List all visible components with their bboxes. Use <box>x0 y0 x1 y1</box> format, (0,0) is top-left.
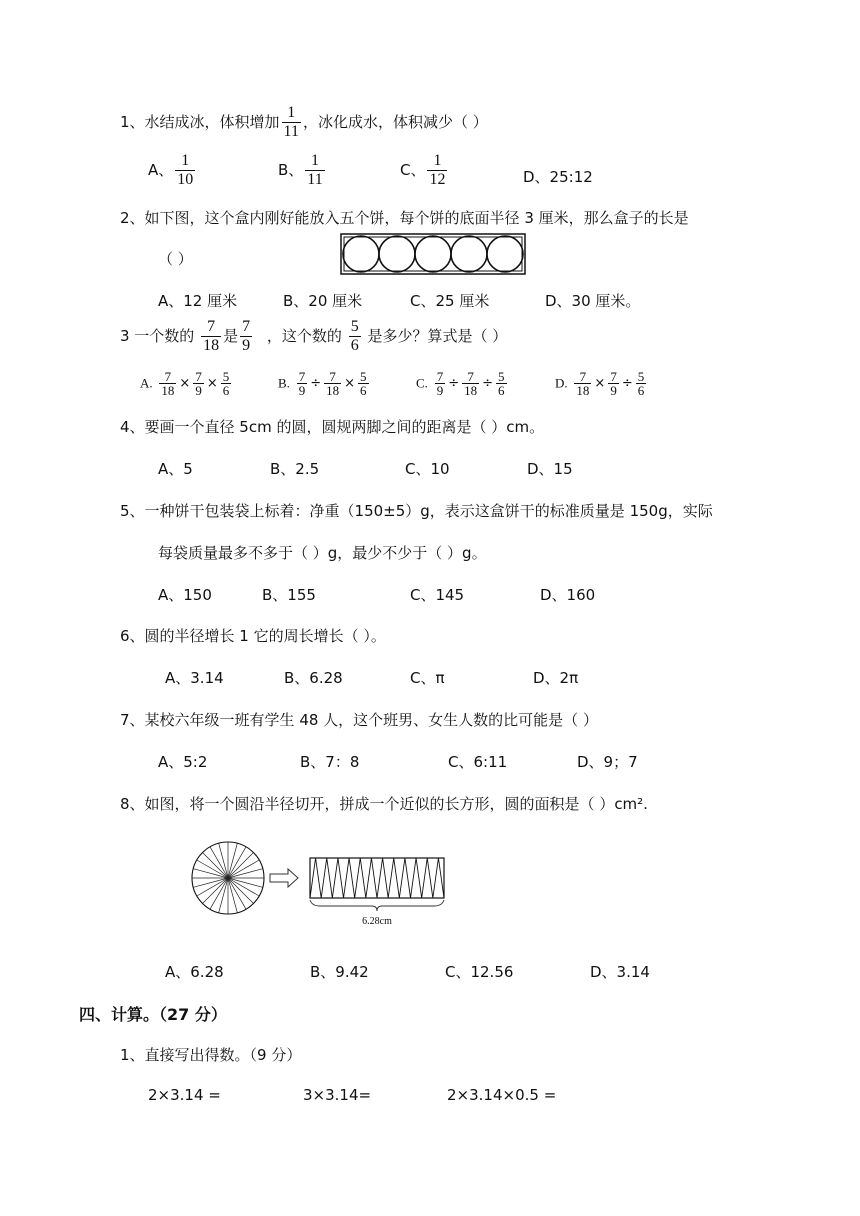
q1-prefix: 1、水结成冰，体积增加 <box>120 113 280 131</box>
radius-slice <box>228 843 237 878</box>
radius-slice <box>228 878 237 913</box>
q8-option-d[interactable]: D、3.14 <box>590 963 650 981</box>
zigzag-slices <box>310 858 444 898</box>
q7-option-b[interactable]: B、7：8 <box>300 753 360 771</box>
cake-circle <box>379 236 415 272</box>
q5-line1: 5、一种饼干包装袋上标着：净重（150±5）g，表示这盒饼干的标准质量是 150g，实际 <box>120 502 713 520</box>
q2-option-a[interactable]: A、12 厘米 <box>158 292 238 310</box>
q5-line2: 每袋质量最多不多于（ ）g，最少不少于（ ）g。 <box>158 544 487 562</box>
q7-option-c[interactable]: C、6:11 <box>448 753 508 771</box>
q3-option-d[interactable]: D. $\frac{7}{18}$ × $\frac{7}{9}$ ÷ $\frac{5}{6}$ <box>555 369 645 398</box>
calc-expr-2: 3×3.14= <box>303 1086 372 1104</box>
calc-expr-1: 2×3.14 = <box>148 1086 221 1104</box>
q6-option-c[interactable]: C、π <box>410 669 445 687</box>
cake-circle <box>487 236 523 272</box>
q4-option-b[interactable]: B、2.5 <box>270 460 320 478</box>
q7-text: 7、某校六年级一班有学生 48 人，这个班男、女生人数的比可能是（ ） <box>120 711 598 729</box>
brace <box>310 900 444 911</box>
question-3: 3 一个数的 $\frac{7}{18}$ 是 $\frac{7}{9}$ ，这个数的 $\frac{5}{6}$ 是多少？算式是（ ） <box>120 318 508 354</box>
q2-text: 2、如下图，这个盒内刚好能放入五个饼，每个饼的底面半径 3 厘米，那么盒子的长是 <box>120 209 689 227</box>
calc-expr-3: 2×3.14×0.5 = <box>447 1086 557 1104</box>
q6-text: 6、圆的半径增长 1 它的周长增长（ ）。 <box>120 627 386 645</box>
sliced-circle <box>192 842 264 914</box>
q3-option-a[interactable]: A. $\frac{7}{18}$ × $\frac{7}{9}$ × $\frac{5}{6}$ <box>140 369 230 398</box>
q6-option-a[interactable]: A、3.14 <box>165 669 224 687</box>
radius-slice <box>219 878 228 913</box>
q7-option-a[interactable]: A、5:2 <box>158 753 208 771</box>
radius-slice <box>193 869 228 878</box>
q4-option-d[interactable]: D、15 <box>527 460 573 478</box>
q2-blank: （ ） <box>158 250 193 268</box>
right-arrow-icon <box>270 869 298 887</box>
rect-length-label: 6.28cm <box>362 916 392 927</box>
approx-rectangle <box>310 858 444 898</box>
q2-option-d[interactable]: D、30 厘米。 <box>545 292 641 310</box>
section-4-title: 四、计算。（27 分） <box>79 1005 227 1024</box>
q1-option-a[interactable]: A、 $\frac{1}{10}$ <box>148 152 194 188</box>
question-1 <box>120 104 488 141</box>
q7-option-d[interactable]: D、9；7 <box>577 753 638 771</box>
q2-option-c[interactable]: C、25 厘米 <box>410 292 490 310</box>
q2-option-b[interactable]: B、20 厘米 <box>283 292 363 310</box>
q6-option-b[interactable]: B、6.28 <box>284 669 343 687</box>
q5-option-c[interactable]: C、145 <box>410 586 465 604</box>
q2-box-figure <box>340 233 526 275</box>
q8-option-a[interactable]: A、6.28 <box>165 963 224 981</box>
q4-text: 4、要画一个直径 5cm 的圆，圆规两脚之间的距离是（ ）cm。 <box>120 418 545 436</box>
q4-option-c[interactable]: C、10 <box>405 460 450 478</box>
q5-option-a[interactable]: A、150 <box>158 586 212 604</box>
q1-option-d[interactable]: D、25:12 <box>523 168 593 186</box>
q8-option-c[interactable]: C、12.56 <box>445 963 514 981</box>
q1-option-c[interactable]: C、 $\frac{1}{12}$ <box>400 152 446 188</box>
q4-option-a[interactable]: A、5 <box>158 460 193 478</box>
q1-fraction: $\frac{1}{11}$ <box>283 104 299 140</box>
q3-option-b[interactable]: B. $\frac{7}{9}$ ÷ $\frac{7}{18}$ × $\frac{5}{6}$ <box>278 369 367 398</box>
radius-slice <box>219 843 228 878</box>
section-4-sub1: 1、直接写出得数。（9 分） <box>120 1046 302 1064</box>
radius-slice <box>228 878 263 887</box>
q8-circle-to-rectangle-figure <box>190 834 450 930</box>
q6-option-d[interactable]: D、2π <box>533 669 579 687</box>
cake-circle <box>415 236 451 272</box>
cake-circle <box>451 236 487 272</box>
q8-text: 8、如图，将一个圆沿半径切开，拼成一个近似的长方形，圆的面积是（ ）cm². <box>120 795 648 813</box>
q5-option-b[interactable]: B、155 <box>262 586 316 604</box>
radius-slice <box>193 878 228 887</box>
q3-option-c[interactable]: C. $\frac{7}{9}$ ÷ $\frac{7}{18}$ ÷ $\frac{5}{6}$ <box>416 369 505 398</box>
cake-circle <box>343 236 379 272</box>
q8-option-b[interactable]: B、9.42 <box>310 963 369 981</box>
q1-suffix: ，冰化成水，体积减少（ ） <box>302 113 488 131</box>
q5-option-d[interactable]: D、160 <box>540 586 596 604</box>
box-outline <box>341 234 525 274</box>
q1-option-b[interactable]: B、 $\frac{1}{11}$ <box>278 152 323 188</box>
radius-slice <box>228 869 263 878</box>
